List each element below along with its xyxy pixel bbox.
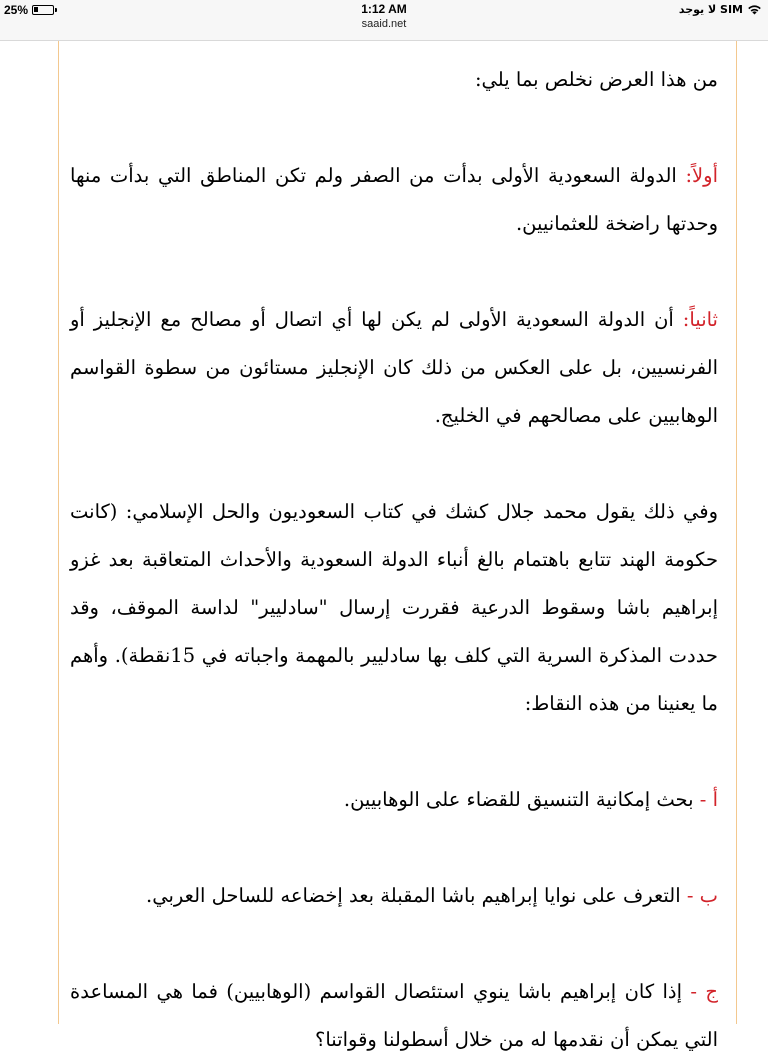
point-one-marker: أولاً: — [685, 164, 718, 187]
wifi-icon — [747, 4, 762, 15]
item-b-paragraph — [70, 872, 718, 920]
point-two-marker: ثانياً: — [682, 308, 718, 331]
point-two-paragraph — [70, 296, 718, 440]
carrier-area — [679, 3, 762, 16]
status-bar — [0, 0, 768, 41]
item-a-marker: أ - — [699, 788, 718, 811]
page-url[interactable]: saaid.net — [361, 18, 407, 30]
point-one-text: الدولة السعودية الأولى بدأت من الصفر ولم تكن المناطق التي بدأت منها وحدتها راضخة للعثمانيين. — [70, 164, 718, 235]
item-b-text: التعرف على نوايا إبراهيم باشا المقبلة بعد إخضاعه للساحل العربي. — [146, 884, 687, 907]
item-c-marker: ج - — [690, 980, 718, 1003]
battery-percent: 25% — [4, 3, 29, 17]
point-two-text: أن الدولة السعودية الأولى لم يكن لها أي اتصال أو مصالح مع الإنجليز أو الفرنسيين، بل على العكس من ذلك كان الإنجليز مستائون من سطوة القواسم الوهابيين على مصالحهم في الخليج. — [70, 308, 718, 427]
item-a-paragraph — [70, 776, 718, 824]
point-one-paragraph — [70, 152, 718, 248]
page-border-right — [736, 41, 737, 1024]
intro-paragraph: من هذا العرض نخلص بما يلي: — [474, 68, 718, 91]
carrier-label: لا يوجد SIM — [678, 3, 743, 16]
item-c-text: إذا كان إبراهيم باشا ينوي استئصال القواسم (الوهابيين) فما هي المساعدة التي يمكن أن نقدمها له من خلال أسطولنا وقواتنا؟ — [70, 980, 718, 1051]
item-c-paragraph — [70, 968, 718, 1064]
item-a-text: بحث إمكانية التنسيق للقضاء على الوهابيين. — [343, 788, 700, 811]
quote-paragraph: وفي ذلك يقول محمد جلال كشك في كتاب السعوديون والحل الإسلامي: (كانت حكومة الهند تتابع باهتمام بالغ أنباء الدولة السعودية والأحداث المتعاقبة بعد غزو إبراهيم باشا وسقوط الدرعية فقررت إرسال "سادليير" لداسة الموقف، وقد حددت المذكرة السرية التي كلف بها سادليير بالمهمة واجباته في 15نقطة). وأهم ما يعنينا من هذه النقاط: — [70, 500, 718, 715]
status-center — [0, 2, 768, 32]
item-b-marker: ب - — [686, 884, 718, 907]
clock: 1:12 AM — [361, 2, 407, 16]
article-body — [70, 56, 718, 1064]
page-border-left — [58, 41, 59, 1024]
